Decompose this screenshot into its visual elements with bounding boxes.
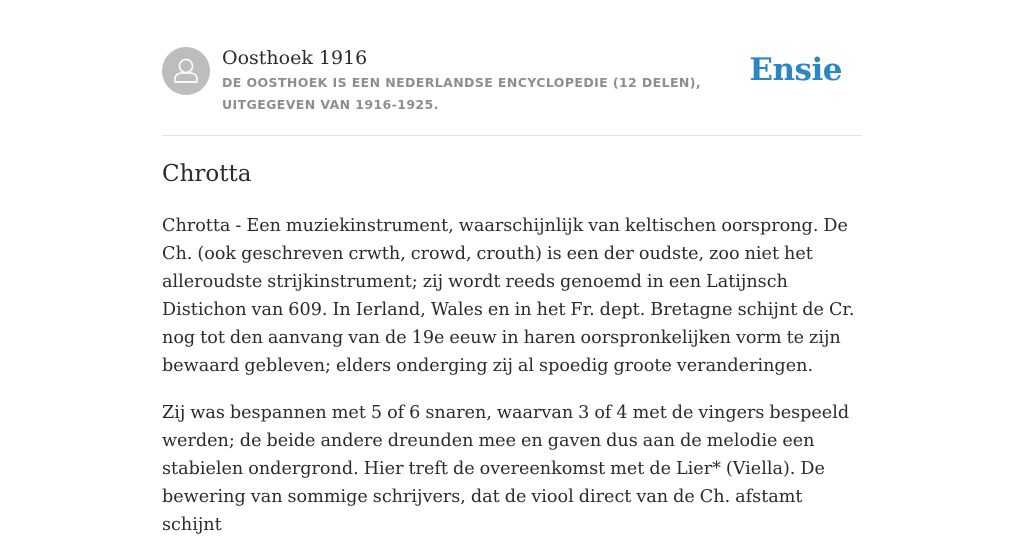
- source-title[interactable]: Oosthoek 1916: [222, 47, 368, 69]
- source-description: DE OOSTHOEK IS EEN NEDERLANDSE ENCYCLOPEDIE (12 DELEN), UITGEGEVEN VAN 1916-1925.: [222, 75, 702, 112]
- source-header: [162, 0, 862, 136]
- article-title: Chrotta: [162, 161, 252, 187]
- article-paragraph: Zij was bespannen met 5 of 6 snaren, waarvan 3 of 4 met de vingers bespeeld werden; de beide andere dreunden mee en gaven dus aan de melodie een stabielen ondergrond. Hier treft de overeenkomst met de Lier* (Viella). De bewering van sommige schrijvers, dat de viool direct van de Ch. afstamt schijnt: [162, 403, 850, 535]
- page: [162, 0, 862, 535]
- article-body: [162, 212, 862, 558]
- user-icon-graphic: [162, 47, 210, 95]
- user-icon[interactable]: [162, 47, 210, 95]
- article-paragraph: Chrotta - Een muziekinstrument, waarschijnlijk van keltischen oorsprong. De Ch. (ook geschreven crwth, crowd, crouth) is een der oudste, zoo niet het alleroudste strijkinstrument; zij wordt reeds genoemd in een Latijnsch Distichon van 609. In Ierland, Wales en in het Fr. dept. Bretagne schijnt de Cr. nog tot den aanvang van de 19e eeuw in haren oorspronkelijken vorm te zijn bewaard gebleven; elders onderging zij al spoedig groote veranderingen.: [162, 216, 855, 376]
- ensie-logo[interactable]: Ensie: [749, 52, 842, 88]
